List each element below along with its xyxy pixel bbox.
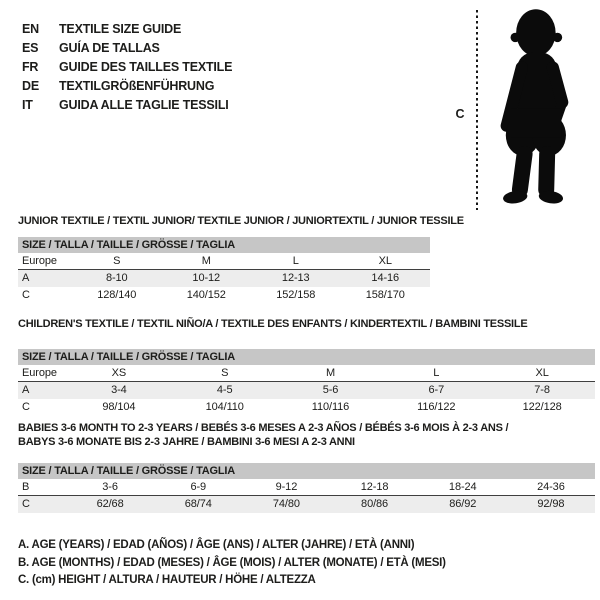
size-cell: 92/98 — [537, 498, 565, 510]
size-cell: 9-12 — [275, 481, 298, 493]
legend-age-years: A. AGE (YEARS) / EDAD (AÑOS) / ÂGE (ANS) / ALTER (JAHRE) / ETÀ (ANNI) — [18, 539, 415, 551]
measure-legend — [18, 537, 446, 590]
size-cell: 62/68 — [96, 498, 124, 510]
guide-title: TEXTILGRÖßENFÜHRUNG — [59, 79, 215, 93]
lang-code: FR — [22, 60, 39, 74]
size-cell: 4-5 — [216, 383, 233, 396]
legend-age-months: B. AGE (MONTHS) / EDAD (MESES) / ÂGE (MOIS) / ALTER (MONATE) / ETÀ (MESI) — [18, 556, 446, 569]
size-cell: 5-6 — [322, 383, 339, 396]
size-cell: 6-7 — [428, 383, 445, 396]
row-label: B — [22, 481, 30, 493]
size-cell: L — [433, 366, 440, 379]
children-size-header: SIZE / TALLA / TAILLE / GRÖSSE / TAGLIA — [18, 349, 595, 365]
table-row — [18, 479, 595, 496]
row-label: C — [22, 288, 30, 301]
lang-row-en — [22, 20, 232, 39]
babies-table-title — [18, 422, 595, 449]
size-cell: 3-6 — [102, 481, 118, 493]
size-cell: 98/104 — [102, 400, 136, 413]
lang-row-fr — [22, 58, 232, 77]
table-row — [18, 253, 430, 270]
size-cell: 116/122 — [417, 400, 456, 413]
size-cell: 10-12 — [192, 271, 221, 284]
table-row — [18, 382, 595, 399]
size-cell: 80/86 — [361, 498, 389, 510]
lang-code: IT — [22, 98, 33, 112]
row-label: C — [22, 400, 30, 413]
lang-row-it — [22, 96, 232, 115]
guide-title: GUIDE DES TAILLES TEXTILE — [59, 60, 233, 74]
size-cell: 14-16 — [371, 271, 400, 284]
size-cell: 152/158 — [276, 288, 316, 301]
size-cell: S — [113, 254, 121, 267]
size-cell: 110/116 — [311, 400, 350, 413]
lang-code: EN — [22, 22, 39, 36]
size-cell: M — [201, 254, 211, 267]
height-measure-label: C — [455, 107, 465, 121]
toddler-silhouette-icon — [487, 5, 581, 208]
row-label: A — [22, 271, 30, 284]
size-cell: S — [221, 366, 229, 379]
babies-size-header: SIZE / TALLA / TAILLE / GRÖSSE / TAGLIA — [18, 463, 595, 479]
children-table-title — [18, 318, 595, 332]
table-title-line: CHILDREN'S TEXTILE / TEXTIL NIÑO/A / TEXTILE DES ENFANTS / KINDERTEXTIL / BAMBINI TESSILE — [18, 318, 528, 330]
children-size-table — [18, 365, 595, 416]
size-cell: 18-24 — [448, 481, 477, 493]
size-cell: 128/140 — [97, 288, 137, 301]
size-cell: 8-10 — [105, 271, 128, 284]
size-cell: 158/170 — [365, 288, 405, 301]
table-row — [18, 287, 430, 304]
lang-code: ES — [22, 41, 39, 55]
lang-code: DE — [22, 79, 39, 93]
row-label: Europe — [22, 366, 57, 379]
row-label: A — [22, 383, 30, 396]
lang-row-de — [22, 77, 232, 96]
size-cell: 3-4 — [111, 383, 127, 396]
guide-title: GUÍA DE TALLAS — [59, 41, 160, 55]
table-row — [18, 399, 595, 416]
size-cell: XL — [535, 366, 549, 379]
row-label: Europe — [22, 254, 57, 267]
size-cell: 86/92 — [449, 498, 477, 510]
guide-title: TEXTILE SIZE GUIDE — [59, 22, 182, 36]
junior-table-title — [18, 215, 464, 229]
language-title-list — [22, 20, 232, 115]
table-row — [18, 270, 430, 287]
junior-textile-section — [18, 215, 464, 304]
size-cell: 122/128 — [522, 400, 562, 413]
babies-textile-section — [18, 422, 595, 513]
legend-height-cm: C. (cm) HEIGHT / ALTURA / HAUTEUR / HÖHE / ALTEZZA — [18, 574, 316, 586]
size-cell: 68/74 — [184, 498, 212, 510]
size-cell: 74/80 — [272, 498, 300, 510]
size-cell: XS — [111, 366, 127, 379]
size-cell: 7-8 — [534, 383, 550, 396]
height-measure-dotted-line — [476, 10, 478, 210]
size-cell: 104/110 — [205, 400, 244, 413]
size-cell: 24-36 — [537, 481, 565, 493]
table-row — [18, 365, 595, 382]
children-textile-section — [18, 318, 595, 416]
junior-size-table — [18, 253, 430, 304]
size-cell: 6-9 — [190, 481, 207, 493]
junior-size-header: SIZE / TALLA / TAILLE / GRÖSSE / TAGLIA — [18, 237, 430, 253]
table-title-line: BABIES 3-6 MONTH TO 2-3 YEARS / BEBÉS 3-6 MESES A 2-3 AÑOS / BÉBÉS 3-6 MOIS À 2-3 ANS / — [18, 422, 509, 434]
table-title-line: BABYS 3-6 MONATE BIS 2-3 JAHRE / BAMBINI 3-6 MESI A 2-3 ANNI — [18, 435, 355, 448]
table-row — [18, 496, 595, 513]
row-label: C — [22, 498, 30, 510]
size-cell: 12-13 — [281, 271, 310, 284]
size-cell: L — [292, 254, 299, 267]
table-title-line: JUNIOR TEXTILE / TEXTIL JUNIOR/ TEXTILE JUNIOR / JUNIORTEXTIL / JUNIOR TESSILE — [18, 215, 464, 227]
size-cell: M — [325, 366, 336, 379]
babies-size-table — [18, 479, 595, 513]
size-cell: XL — [378, 254, 392, 267]
size-cell: 140/152 — [186, 288, 226, 301]
size-cell: 12-18 — [360, 481, 389, 493]
guide-title: GUIDA ALLE TAGLIE TESSILI — [59, 98, 229, 112]
lang-row-es — [22, 39, 232, 58]
